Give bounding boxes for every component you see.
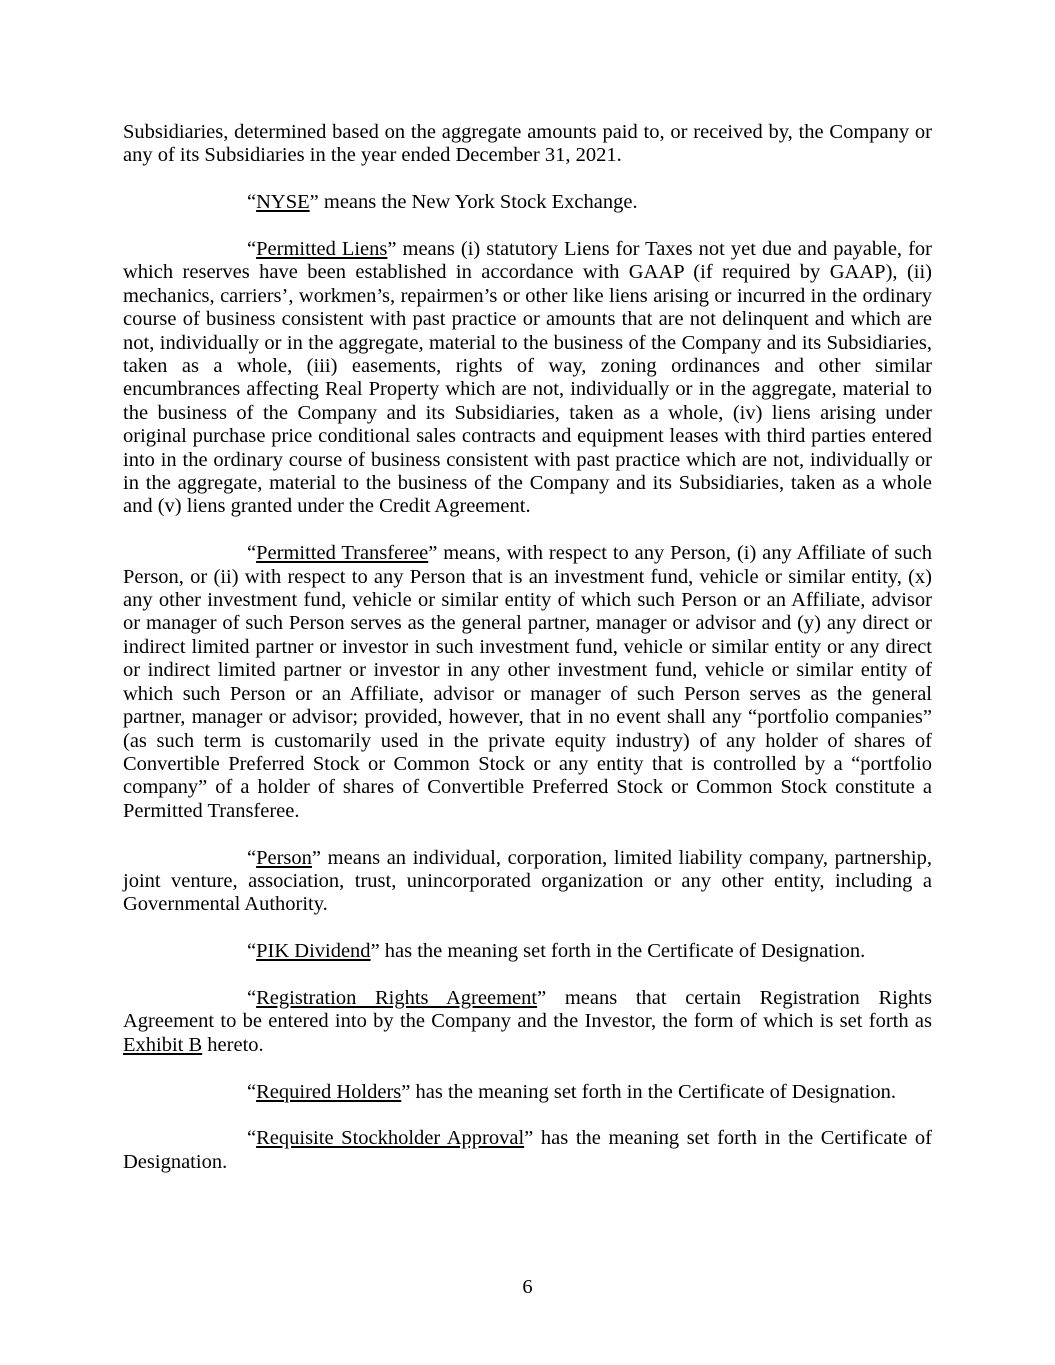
open-quote: “: [247, 542, 257, 565]
page-number: 6: [522, 1276, 533, 1298]
open-quote: “: [247, 846, 257, 869]
definition-permitted-liens: [123, 238, 932, 519]
open-quote: “: [247, 1127, 257, 1150]
definition-person: [123, 847, 932, 917]
definition-text: ” means the New York Stock Exchange.: [309, 191, 638, 214]
defined-term-person: Person: [256, 846, 312, 869]
defined-term-nyse: NYSE: [256, 191, 310, 214]
open-quote: “: [247, 986, 257, 1009]
defined-term-registration-rights-agreement: Registration Rights Agreement: [256, 986, 538, 1009]
definition-text: hereto.: [202, 1033, 264, 1056]
defined-term-required-holders: Required Holders: [256, 1080, 402, 1103]
definition-requisite-stockholder-approval: [123, 1127, 932, 1174]
definition-text: ” has the meaning set forth in the Certificate of Designation.: [370, 940, 866, 963]
continuation-paragraph: [123, 121, 932, 168]
definition-permitted-transferee: [123, 542, 932, 823]
definition-text: ” means an individual, corporation, limited liability company, partnership, joint venture, association, trust, unincorporated organization or any other entity, including a Governmental Authority.: [123, 846, 932, 916]
open-quote: “: [247, 940, 257, 963]
definition-text: ” means that certain Registration Rights Agreement to be entered into by the Company and the Investor, the form of which is set forth as: [123, 986, 932, 1033]
open-quote: “: [247, 191, 257, 214]
definition-registration-rights-agreement: [123, 987, 932, 1057]
definition-text: ” means, with respect to any Person, (i) any Affiliate of such Person, or (ii) with respect to any Person that is an investment fund, vehicle or similar entity, (x) any other investment fund, vehicle or similar entity of which such Person or an Affiliate, advisor or manager of such Person serves as the general partner, manager or advisor and (y) any direct or indirect limited partner or investor in such investment fund, vehicle or similar entity or any direct or indirect limited partner or investor in any other investment fund, vehicle or similar entity of which such Person or an Affiliate, advisor or manager of such Person serves as the general partner, manager or advisor; provided, however, that in no event shall any “portfolio companies” (as such term is customarily used in the private equity industry) of any holder of shares of Convertible Preferred Stock or Common Stock or any entity that is controlled by a “portfolio company” of a holder of shares of Convertible Preferred Stock or Common Stock constitute a Permitted Transferee.: [123, 542, 932, 822]
defined-term-pik-dividend: PIK Dividend: [256, 940, 371, 963]
definition-text: ” has the meaning set forth in the Certificate of Designation.: [123, 1127, 932, 1173]
definition-nyse: [123, 191, 932, 214]
open-quote: “: [247, 1080, 257, 1103]
definition-text: ” has the meaning set forth in the Certificate of Designation.: [401, 1080, 896, 1103]
defined-term-permitted-transferee: Permitted Transferee: [256, 542, 429, 565]
defined-term-permitted-liens: Permitted Liens: [256, 238, 388, 260]
paragraph-text: Subsidiaries, determined based on the aggregate amounts paid to, or received by, the Company or any of its Subsidiaries in the year ended December 31, 2021.: [123, 121, 932, 167]
exhibit-b-reference: Exhibit B: [123, 1033, 203, 1056]
open-quote: “: [247, 238, 257, 260]
definition-text: ” means (i) statutory Liens for Taxes not yet due and payable, for which reserves have been established in accordance with GAAP (if required by GAAP), (ii) mechanics, carriers’, workmen’s, repairmen’s or other like liens arising or incurred in the ordinary course of business consistent with past practice or amounts that are not delinquent and which are not, individually or in the aggregate, material to the business of the Company and its Subsidiaries, taken as a whole, (iii) easements, rights of way, zoning ordinances and other similar encumbrances affecting Real Property which are not, individually or in the aggregate, material to the business of the Company and its Subsidiaries, taken as a whole, (iv) liens arising under original purchase price conditional sales contracts and equipment leases with third parties entered into in the ordinary course of business consistent with past practice which are not, individually or in the aggregate, material to the business of the Company and its Subsidiaries, taken as a whole and (v) liens granted under the Credit Agreement.: [123, 238, 932, 518]
definition-pik-dividend: [123, 940, 932, 963]
defined-term-requisite-stockholder-approval: Requisite Stockholder Approval: [256, 1127, 525, 1150]
definition-required-holders: [123, 1081, 932, 1104]
